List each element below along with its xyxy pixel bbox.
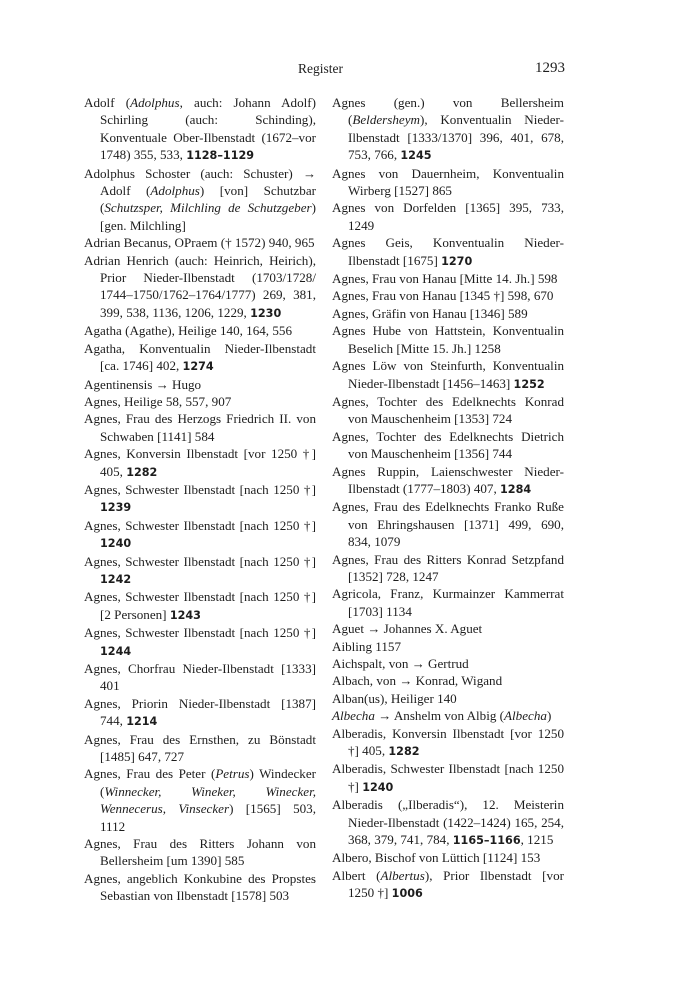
index-entry <box>84 376 316 393</box>
index-entry <box>332 234 564 270</box>
main-reference: 1245 <box>400 149 432 163</box>
index-entry <box>332 638 564 655</box>
index-entry <box>332 620 564 637</box>
index-entry <box>84 94 316 165</box>
running-title: Register <box>298 61 343 76</box>
index-entry <box>84 481 316 517</box>
index-entry <box>332 585 564 620</box>
entry-text: → Anshelm von Albig ( <box>374 708 505 724</box>
index-entry <box>84 870 316 905</box>
entry-text: ) [von] Schutzbar ( <box>100 183 316 216</box>
index-entry <box>84 165 316 235</box>
index-entry <box>332 796 564 849</box>
entry-text: Agnes, Frau des Ernsthen, zu Bönstadt [1485] 647, 727 <box>84 731 316 765</box>
main-reference: 1284 <box>500 482 532 496</box>
index-entry <box>84 252 316 323</box>
index-entry <box>84 835 316 870</box>
entry-text: , auch: Johann Adolf) Schirling (auch: Schinding), Konventuale Ober-Ilbenstadt (1672–vor 1748) 355, 533, <box>100 95 316 163</box>
entry-text: Agnes, angeblich Konkubine des Propstes Sebastian von Ilbenstadt [1578] 503 <box>84 870 316 904</box>
entry-text: Agnes, Konversin Ilbenstadt [vor 1250 †] 405, <box>84 446 316 479</box>
entry-text: Aichspalt, von → Gertrud <box>332 656 469 671</box>
entry-text: Agnes, Schwester Ilbenstadt [nach 1250 †] [2 Personen] <box>84 589 316 622</box>
index-entry <box>332 428 564 463</box>
entry-text: Agnes (gen.) von Bellersheim ( <box>332 95 564 128</box>
index-entry <box>84 393 316 410</box>
entry-text: Agnes Hube von Hattstein, Konventualin Beselich [Mitte 15. Jh.] 1258 <box>332 323 564 356</box>
entry-text: Agnes, Frau des Edelknechts Franko Ruße von Ehringshausen [1371] 499, 690, 834, 1079 <box>332 499 564 550</box>
index-entry <box>332 655 564 672</box>
index-entry <box>84 340 316 376</box>
index-entry <box>84 234 316 251</box>
index-column-left <box>84 94 316 905</box>
entry-text: Agentinensis → Hugo <box>84 376 202 392</box>
entry-text: Adrian Henrich (auch: Heinrich, Heirich), Prior Nieder-Ilbenstadt (1703/1728/ 1744–1750/1762–1764/1777) 269, 381, 399, 538, 1136, 1206, 1229, <box>84 252 316 320</box>
main-reference: 1274 <box>182 360 214 374</box>
main-reference: 1282 <box>388 745 420 759</box>
index-entry <box>84 660 316 695</box>
main-reference: 1244 <box>100 644 132 658</box>
entry-text: Agnes, Schwester Ilbenstadt [nach 1250 †] <box>84 481 316 497</box>
index-entry <box>332 322 564 357</box>
entry-text: Agnes, Frau des Peter ( <box>84 766 216 782</box>
entry-text: Albero, Bischof von Lüttich [1124] 153 <box>332 850 541 866</box>
entry-text: Aibling 1157 <box>332 638 401 654</box>
index-entry <box>332 94 564 165</box>
entry-text: ) [1565] 503, 1112 <box>100 801 316 834</box>
entry-text: Agatha, Konventualin Nieder-Ilbenstadt [ca. 1746] 402, <box>84 340 316 374</box>
entry-text: ), Konventualin Nieder-Ilbenstadt [1333/1370] 396, 401, 678, 753, 766, <box>348 112 564 163</box>
latin-form: Adolphus <box>130 95 180 110</box>
index-entry <box>84 588 316 624</box>
index-entry <box>84 445 316 481</box>
latin-form: Beldersheym <box>352 112 420 128</box>
index-entry <box>332 867 564 903</box>
main-reference: 1240 <box>100 537 132 551</box>
entry-text: Agnes, Chorfrau Nieder-Ilbenstadt [1333] 401 <box>84 661 316 694</box>
entry-text: Agnes von Dauernheim, Konventualin Wirberg [1527] 865 <box>332 165 564 199</box>
index-entry <box>332 287 564 304</box>
entry-text: ) <box>546 708 552 724</box>
entry-text: Adolf ( <box>84 95 131 110</box>
index-entry <box>84 731 316 766</box>
entry-text: , 1215 <box>520 832 554 848</box>
index-entry <box>332 551 564 586</box>
page-number: 1293 <box>535 60 565 76</box>
entry-text: Albach, von → Konrad, Wigand <box>332 673 503 689</box>
index-entry <box>332 760 564 796</box>
main-reference: 1243 <box>169 608 201 622</box>
main-reference: 1252 <box>513 377 545 391</box>
main-reference: 1128–1129 <box>186 149 255 163</box>
index-entry <box>332 305 564 322</box>
entry-text: Agnes, Frau von Hanau [1345 †] 598, 670 <box>332 288 554 304</box>
main-reference: 1282 <box>126 465 158 479</box>
latin-form: Schutzsper, Milchling de Schutzgeber <box>104 200 312 216</box>
index-entry <box>84 695 316 731</box>
latin-form: Albertus <box>380 867 425 883</box>
index-entry <box>332 707 564 724</box>
index-entry <box>332 672 564 689</box>
entry-text: Aguet → Johannes X. Aguet <box>332 621 483 637</box>
main-reference: 1165–1166 <box>452 834 521 848</box>
entry-text: Adrian Becanus, OPraem († 1572) 940, 965 <box>84 235 315 251</box>
main-reference: 1230 <box>250 306 282 320</box>
index-entry <box>84 322 316 339</box>
entry-text: Adolphus Schoster (auch: Schuster) → Adolf ( <box>84 165 316 199</box>
entry-text: ) Windecker ( <box>100 766 316 799</box>
entry-text: Agnes Löw von Steinfurth, Konventualin Nieder-Ilbenstadt [1456–1463] <box>332 358 564 391</box>
entry-text: Agnes, Tochter des Edelknechts Dietrich von Mauschenheim [1356] 744 <box>332 428 564 462</box>
entry-text: Agnes, Frau des Ritters Johann von Bellersheim [um 1390] 585 <box>84 836 316 869</box>
entry-text: Agnes, Frau des Ritters Konrad Setzpfand [1352] 728, 1247 <box>332 551 564 584</box>
entry-text: ) [gen. Milchling] <box>100 200 316 233</box>
index-entry <box>332 199 564 234</box>
entry-text: Alberadis („Ilberadis“), 12. Meisterin Nieder-Ilbenstadt (1422–1424) 165, 254, 368, 379, 741, 784, <box>332 797 564 848</box>
entry-text: Agatha (Agathe), Heilige 140, 164, 556 <box>84 323 292 339</box>
entry-text: Agnes, Schwester Ilbenstadt [nach 1250 †] <box>84 517 316 533</box>
index-entry <box>332 849 564 866</box>
latin-form: Albecha <box>504 708 547 724</box>
entry-text: Agnes, Tochter des Edelknechts Konrad von Mauschenheim [1353] 724 <box>332 393 564 427</box>
main-reference: 1239 <box>100 501 132 515</box>
index-column-right <box>332 94 564 903</box>
entry-text: Agnes, Gräfin von Hanau [1346] 589 <box>332 305 528 321</box>
index-entry <box>332 357 564 393</box>
index-entry <box>84 410 316 445</box>
entry-text: Agnes, Schwester Ilbenstadt [nach 1250 †] <box>84 625 316 641</box>
entry-text: Agnes Geis, Konventualin Nieder-Ilbenstadt [1675] <box>332 235 564 268</box>
index-entry <box>84 517 316 553</box>
index-entry <box>84 553 316 589</box>
main-reference: 1240 <box>362 780 394 794</box>
page-header <box>0 61 700 81</box>
index-entry <box>332 690 564 707</box>
entry-text: Albert ( <box>332 867 381 883</box>
index-entry <box>332 165 564 200</box>
index-entry <box>332 725 564 761</box>
entry-text: Alberadis, Konversin Ilbenstadt [vor 1250 †] 405, <box>332 725 564 759</box>
entry-text: ), Prior Ilbenstadt [vor 1250 †] <box>348 867 564 901</box>
main-reference: 1242 <box>100 572 132 586</box>
entry-text: Agnes, Priorin Nieder-Ilbenstadt [1387] 744, <box>84 695 316 729</box>
entry-text: Agnes von Dorfelden [1365] 395, 733, 1249 <box>332 200 564 233</box>
index-entry <box>332 393 564 428</box>
index-entry <box>84 765 316 835</box>
entry-text: Alban(us), Heiliger 140 <box>332 690 457 706</box>
entry-text: Alberadis, Schwester Ilbenstadt [nach 1250 †] <box>332 761 564 794</box>
latin-form: Petrus <box>215 766 250 782</box>
index-entry <box>84 624 316 660</box>
latin-form: Adolphus <box>150 183 200 199</box>
entry-text: Agnes, Heilige 58, 557, 907 <box>84 393 232 409</box>
index-entry <box>332 463 564 499</box>
main-reference: 1006 <box>391 887 423 901</box>
entry-text: Agnes, Frau des Herzogs Friedrich II. von Schwaben [1141] 584 <box>84 411 316 444</box>
entry-text: Agnes, Frau von Hanau [Mitte 14. Jh.] 598 <box>332 271 558 287</box>
index-entry <box>332 270 564 287</box>
entry-text: Agnes Ruppin, Laienschwester Nieder-Ilbenstadt (1777–1803) 407, <box>332 463 564 496</box>
entry-text: Agnes, Schwester Ilbenstadt [nach 1250 †] <box>84 553 316 569</box>
entry-text: Agricola, Franz, Kurmainzer Kammerrat [1703] 1134 <box>332 586 564 619</box>
latin-form: Winnecker, Wineker, Winecker, Wennecerus, Vinsecker <box>100 783 316 817</box>
latin-form: Albecha <box>332 708 375 724</box>
index-entry <box>332 498 564 550</box>
main-reference: 1270 <box>441 254 473 268</box>
main-reference: 1214 <box>126 715 158 729</box>
